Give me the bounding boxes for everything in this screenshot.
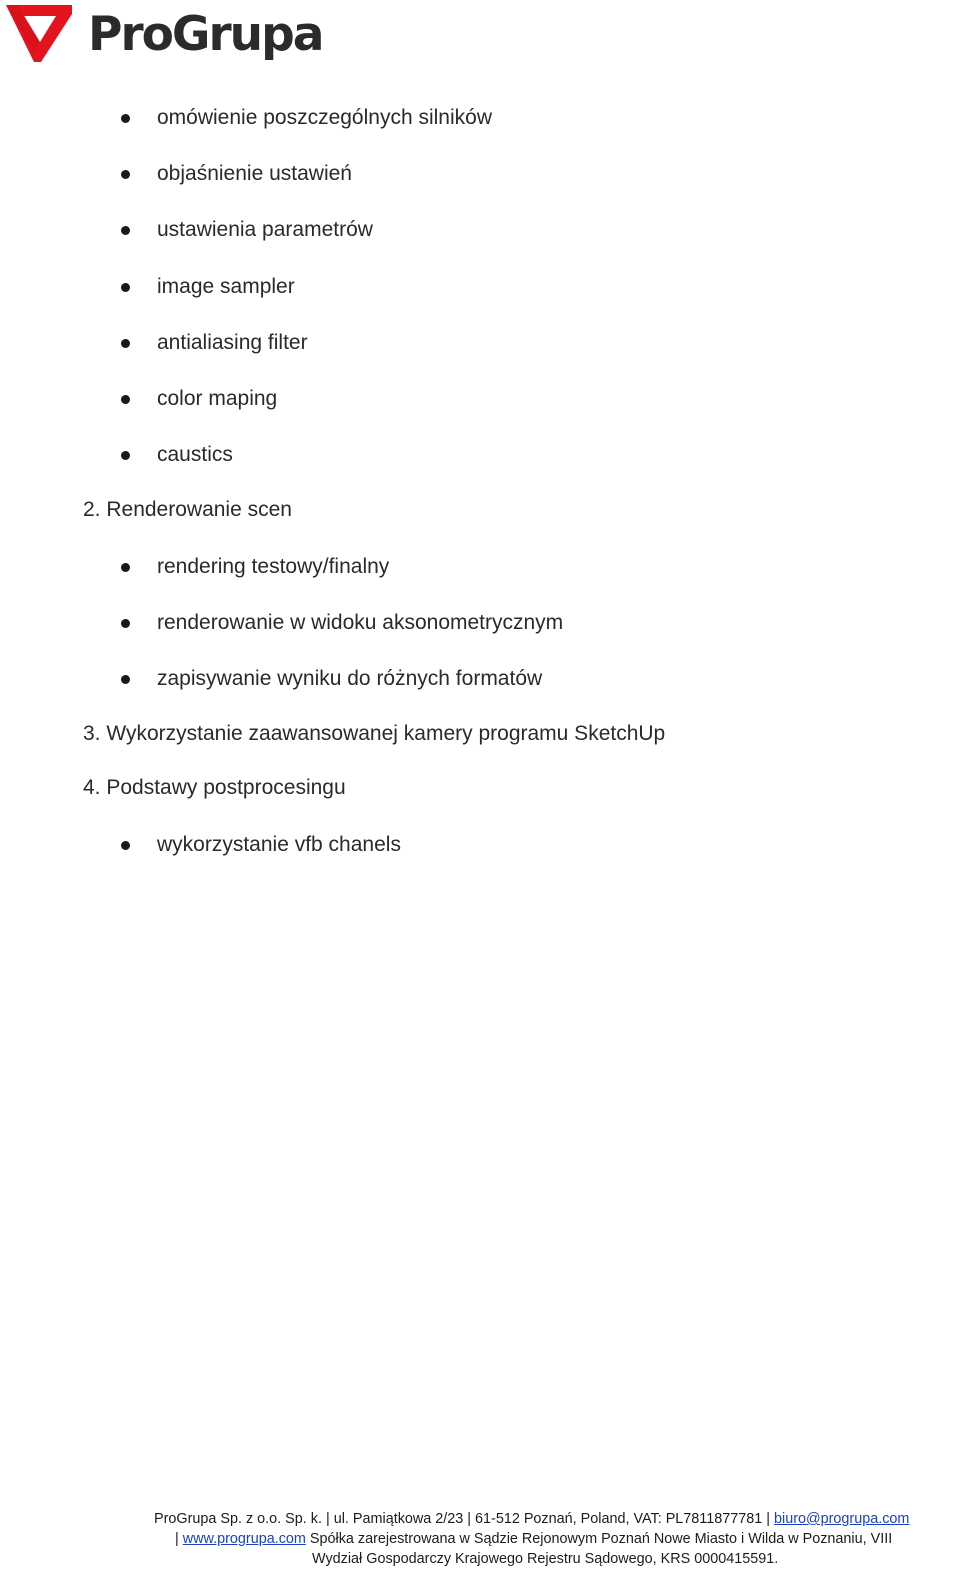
section-heading: 4. Podstawy postprocesingu xyxy=(83,776,346,799)
list-item-text: zapisywanie wyniku do różnych formatów xyxy=(157,667,543,690)
bullet-icon xyxy=(121,451,130,460)
list-item-text: color maping xyxy=(157,387,278,410)
bullet-icon xyxy=(121,226,130,235)
footer-line-3: Wydział Gospodarczy Krajowego Rejestru Sądowego, KRS 0000415591. xyxy=(312,1551,779,1567)
list-item-text: ustawienia parametrów xyxy=(157,218,373,241)
footer-line-2 xyxy=(175,1529,892,1549)
bullet-icon xyxy=(121,170,130,179)
email-link[interactable]: biuro@progrupa.com xyxy=(774,1511,910,1527)
list-item-text: caustics xyxy=(157,443,233,466)
footer-registration-info: Spółka zarejestrowana w Sądzie Rejonowym Poznań Nowe Miasto i Wilda w Poznaniu, VIII xyxy=(309,1531,893,1547)
section-heading: 3. Wykorzystanie zaawansowanej kamery programu SketchUp xyxy=(83,722,666,745)
bullet-icon xyxy=(121,563,130,572)
list-item-text: antialiasing filter xyxy=(157,331,308,354)
list-item-text: omówienie poszczególnych silników xyxy=(157,106,492,129)
bullet-icon xyxy=(121,619,130,628)
bullet-icon xyxy=(121,675,130,684)
section-heading: 2. Renderowanie scen xyxy=(83,498,292,521)
website-link[interactable]: www.progrupa.com xyxy=(182,1531,306,1547)
list-item-text: objaśnienie ustawień xyxy=(157,162,352,185)
footer-line-1 xyxy=(154,1509,909,1529)
list-item-text: wykorzystanie vfb chanels xyxy=(157,833,401,856)
list-item-text: image sampler xyxy=(157,275,295,298)
footer-company-info: ProGrupa Sp. z o.o. Sp. k. | ul. Pamiątkowa 2/23 | 61-512 Poznań, Poland, VAT: PL7811877781 | xyxy=(154,1511,770,1527)
bullet-icon xyxy=(121,841,130,850)
bullet-icon xyxy=(121,283,130,292)
progrupa-v-icon xyxy=(4,2,74,64)
list-item-text: rendering testowy/finalny xyxy=(157,555,390,578)
bullet-icon xyxy=(121,114,130,123)
bullet-icon xyxy=(121,395,130,404)
logo-wordmark: ProGrupa xyxy=(88,6,323,62)
footer-separator: | xyxy=(175,1531,179,1547)
list-item-text: renderowanie w widoku aksonometrycznym xyxy=(157,611,564,634)
bullet-icon xyxy=(121,339,130,348)
progrupa-logo xyxy=(4,2,323,64)
